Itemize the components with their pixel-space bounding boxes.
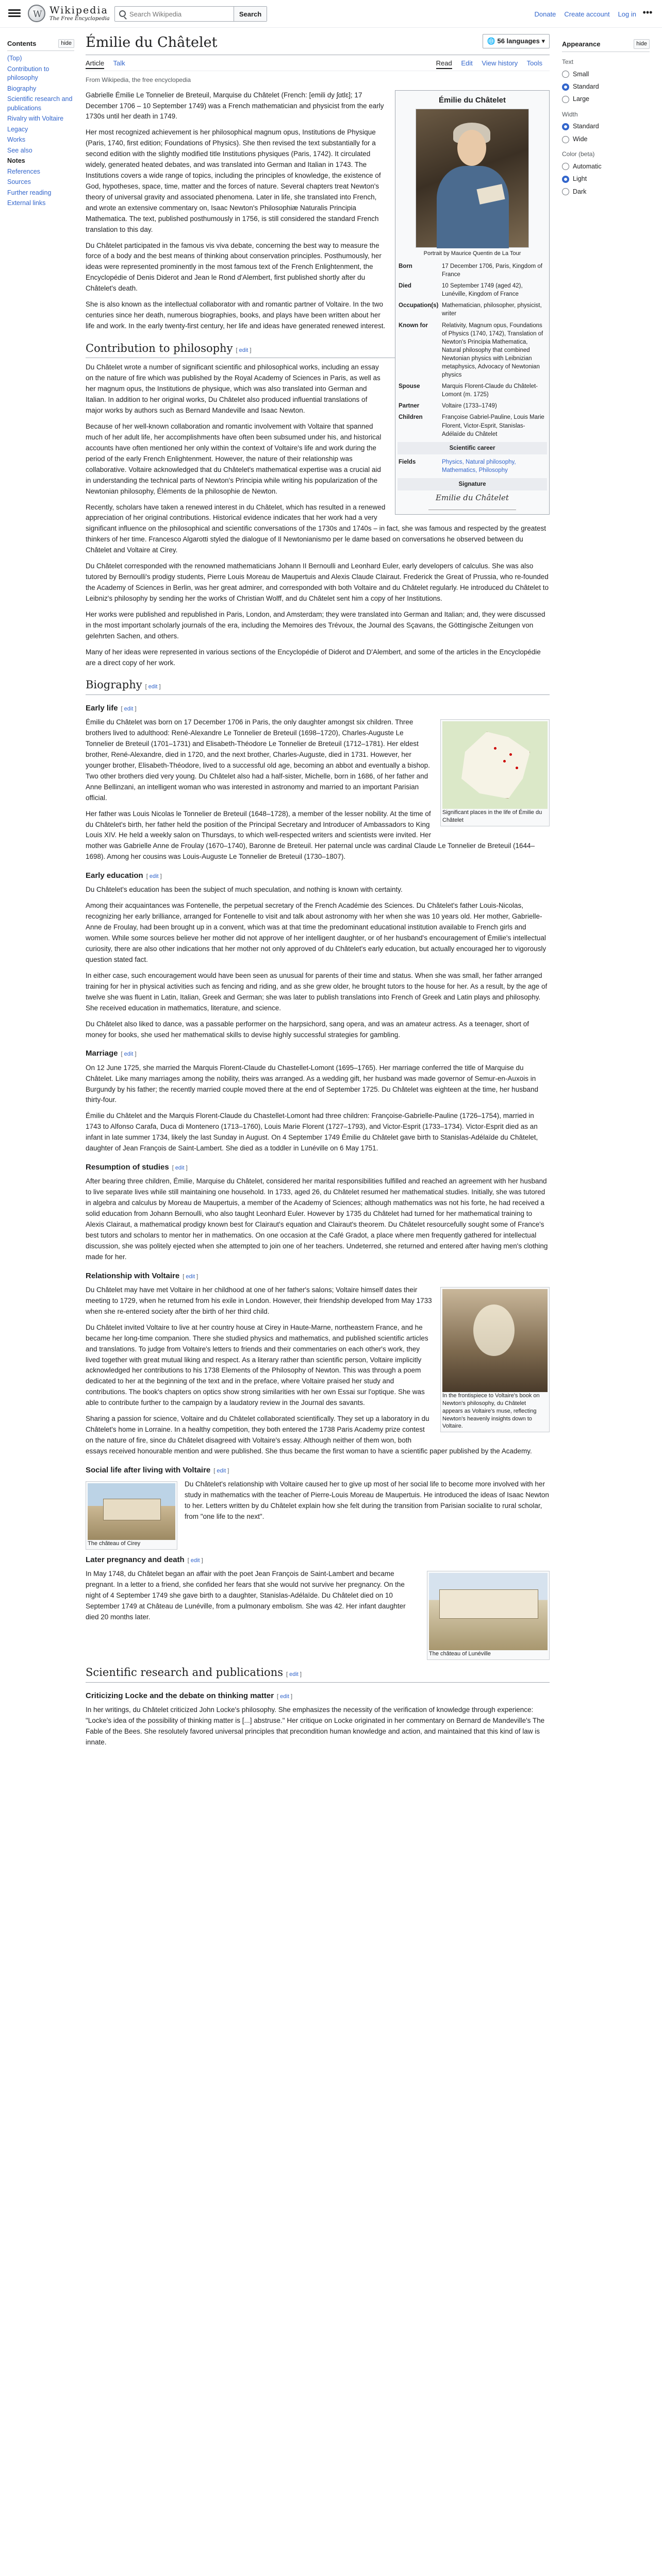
luneville-image[interactable] bbox=[429, 1573, 548, 1650]
subsection-heading-pregnancy: Later pregnancy and death [ edit ] bbox=[86, 1555, 203, 1564]
color-option-label: Automatic bbox=[573, 162, 602, 170]
edit-section-link[interactable]: edit bbox=[124, 1051, 134, 1058]
tab-talk[interactable]: Talk bbox=[113, 59, 125, 67]
section-title: Biography bbox=[86, 679, 142, 691]
tab-edit[interactable]: Edit bbox=[461, 59, 473, 67]
search-box bbox=[114, 6, 267, 22]
map-figure bbox=[440, 719, 550, 826]
infobox-row-fields bbox=[398, 456, 547, 476]
edit-section-link[interactable]: edit bbox=[175, 1165, 185, 1172]
frontispiece-caption: In the frontispiece to Voltaire's book on Newton's philosophy, du Châtelet appears as Voltaire's muse, reflecting Newton's heavenly insights down to Voltaire. bbox=[442, 1392, 540, 1430]
infobox-label: Children bbox=[399, 414, 423, 421]
infobox-row bbox=[398, 400, 547, 412]
subsection-title: Marriage bbox=[86, 1049, 118, 1058]
paragraph: Because of her well-known collaboration and romantic involvement with Voltaire that spanned much of her adult life, her accomplishments have often been subsumed under his, and historical accounts have often mentioned her only within the context of Voltaire's life and work during the period of the early French Enlightenment. However, the nature of their relationship was collaborative. Voltaire acknowledged that du Châtelet's mathematical expertise was a crucial aid in understanding the technical parts of Newton's Principia while writing his popularization of the Newtonian philosophy, Éléments de la philosophie de Newton. bbox=[86, 422, 382, 495]
paragraph: On 12 June 1725, she married the Marquis Florent-Claude du Chastellet-Lomont (1695–1765). Her marriage conferred the title of Marquise du Châtelet. Like many marriages among the nobility, theirs was arranged. As a wedding gift, her husband was made governor of Semur-en-Auxois in Burgundy by his father; the recently married couple moved there at the end of September 1725. Du Châtelet was eighteen at the time, her husband thirty-four. bbox=[86, 1063, 539, 1104]
paragraph: Du Châtelet's education has been the subject of much speculation, and nothing is known with certainty. bbox=[86, 886, 403, 894]
paragraph: In her writings, du Châtelet criticized John Locke's philosophy. She emphasizes the necessity of the verification of knowledge through experience: "Locke's idea of the possibility of thinking matter is [...] abstruse." Her critique on Locke originated in her commentary on Bernard de Mandeville's The Fable of the Bees. She resolutely favored universal principles that precondition human knowledge and action, and maintained that this kind of law is innate. bbox=[86, 1705, 545, 1746]
width-option[interactable] bbox=[562, 122, 650, 131]
paragraph: Du Châtelet also liked to dance, was a passable performer on the harpsichord, sang opera, and was an amateur actress. As a teenager, short of money for books, she used her mathematical skills to devise highly successful strategies for gambling. bbox=[86, 1020, 529, 1039]
color-option[interactable] bbox=[562, 162, 650, 172]
toc-item[interactable]: (Top) bbox=[7, 55, 22, 62]
search-input[interactable] bbox=[115, 7, 234, 21]
donate-link[interactable]: Donate bbox=[534, 10, 556, 18]
languages-label: 56 languages bbox=[497, 37, 540, 45]
paragraph: Du Châtelet wrote a number of significant scientific and philosophical works, including an essay on the nature of fire which was published by the Royal Academy of Sciences in Paris, as well as her magnum opus, the Institutions de physique, which was also translated into German and Italian. In addition to her original works, Du Châtelet also produced influential translations of major works by authors such as Bernard Mandeville and Isaac Newton. bbox=[86, 363, 380, 415]
luneville-caption: The château of Lunéville bbox=[429, 1651, 491, 1657]
radio-icon[interactable] bbox=[562, 176, 569, 183]
toc-item[interactable]: References bbox=[7, 167, 40, 175]
appearance-title: Appearance bbox=[562, 40, 601, 48]
color-option[interactable] bbox=[562, 187, 650, 197]
paragraph: Her works were published and republished in Paris, London, and Amsterdam; they were translated into German and Italian; and, they were discussed in the most important scholarly journals of the era, including the Memoires des Trévoux, the Journal des Sçavans, the Göttingische Zeitungen von gelehrten Sachen, and others. bbox=[86, 610, 545, 640]
toc-item[interactable]: External links bbox=[7, 199, 46, 207]
paragraph: Sharing a passion for science, Voltaire and du Châtelet collaborated scientifically. They set up a laboratory in du Châtelet's home in Lorraine. In a healthy competition, they both entered the 1738 Paris Academy prize contest on the nature of fire, since du Châtelet disagreed with Voltaire's essay. Although neither of them won, both essays received honourable mention and were published. She thus became the first woman to have a scientific paper published by the Academy. bbox=[86, 1415, 532, 1455]
paragraph: Her father was Louis Nicolas le Tonnelier de Breteuil (1648–1728), a member of the lesser nobility. At the time of du Châtelet's birth, her father held the position of the Principal Secretary and Introducer of Ambassadors to King Louis XIV. He held a weekly salon on Thursdays, to which well-respected writers and scientists were invited. Her mother was Gabrielle Anne de Froulay (1670–1740), Baronne de Breteuil. Her paternal uncle was cardinal Claude Le Tonnelier de Breteuil (1644–1698). Among her cousins was Louis-Auguste Le Tonnelier de Breteuil (1730–1807). bbox=[86, 809, 535, 861]
login-link[interactable]: Log in bbox=[618, 10, 636, 18]
tagline: The Free Encyclopedia bbox=[49, 15, 110, 22]
edit-section-link[interactable]: edit bbox=[239, 347, 249, 353]
toc-item[interactable]: Contribution to philosophy bbox=[7, 65, 49, 82]
infobox-row bbox=[398, 300, 547, 319]
edit-section-link[interactable]: edit bbox=[217, 1467, 226, 1474]
map-caption: Significant places in the life of Émilie du Châtelet bbox=[442, 809, 542, 824]
infobox-row bbox=[398, 261, 547, 280]
subsection-title: Resumption of studies bbox=[86, 1163, 169, 1172]
infobox-row bbox=[398, 320, 547, 381]
paragraph: Du Châtelet invited Voltaire to live at her country house at Cirey in Haute-Marne, northeastern France, and he became her long-time companion. There she studied physics and mathematics, and published scientific articles and translations. To judge from Voltaire's letters to friends and their commentaries on each other's work, they lived together with great mutual liking and respect. As a literary rather than scientific person, Voltaire implicitly acknowledged her contributions to his 1738 Elements of the Philosophy of Newton. This was through a poem dedicated to her at the beginning of the text and in the preface, where Voltaire praised her study and contributions. The book's chapters on optics show strong similarities with her own Essai sur l'optique. She was able to contribute further to the campaign by a laudatory review in the Journal des savants. bbox=[86, 1323, 428, 1407]
toc-title: Contents bbox=[7, 40, 37, 47]
section-heading-biography: Biography [ edit ] bbox=[86, 676, 550, 695]
paragraph: Among their acquaintances was Fontenelle, the perpetual secretary of the French Académie des Sciences. Du Châtelet's father Louis-Nicolas, recognizing her early brilliance, arranged for Fontenelle to visit and talk about astronomy with her when she was 10 years old. Her mother, Gabrielle-Anne de Froulay, had been brought up in a convent, which was at that time the predominant educational institution available to French girls and women. While some sources believe her mother did not approve of her intelligent daughter, or of her husband's encouragement of Émilie's intellectual curiosity, there are also other indications that her mother not only approved of du Châtelet's early education, but actually encouraged her to vigorously question stated fact. bbox=[86, 902, 547, 964]
toc-item[interactable]: Rivalry with Voltaire bbox=[7, 115, 64, 123]
wikipedia-logo[interactable] bbox=[28, 5, 110, 22]
text-size-heading: Text bbox=[562, 58, 574, 66]
toc-item[interactable]: Further reading bbox=[7, 189, 52, 196]
cirey-image[interactable] bbox=[88, 1483, 175, 1540]
paragraph: After bearing three children, Émilie, Marquise du Châtelet, considered her marital responsibilities fulfilled and reached an agreement with her husband to live separate lives while still maintaining one household. In 1733, aged 26, du Châtelet resumed her mathematical studies. Initially, she was tutored in algebra and calculus by Moreau de Maupertuis, a member of the Academy of Sciences; although mathematics was not his forte, he had received a solid education from Johann Bernoulli, who also taught Leonhard Euler. However by 1735 du Châtelet had turned for her mathematical training to Alexis Clairaut, a mathematical prodigy known best for Clairaut's equation and Clairaut's theorem. Du Châtelet resourcefully sought some of France's best tutors and scholars to mentor her in mathematics. On one occasion at the Café Gradot, a place where men frequently gathered for intellectual discussion, she was politely ejected when she attempted to join one of her teachers. Undeterred, she returned and entered after having men's clothing made for her. bbox=[86, 1177, 548, 1261]
tab-view-history[interactable]: View history bbox=[482, 59, 518, 67]
infobox-value: Voltaire (1733–1749) bbox=[442, 403, 497, 410]
text-size-option[interactable] bbox=[562, 70, 650, 79]
subsection-title: Criticizing Locke and the debate on thinking matter bbox=[86, 1691, 274, 1700]
frontispiece-image[interactable] bbox=[442, 1289, 548, 1392]
toc-header bbox=[7, 39, 74, 51]
page-tabs bbox=[86, 58, 550, 71]
subsection-title: Later pregnancy and death bbox=[86, 1555, 185, 1564]
globe-icon bbox=[28, 5, 45, 22]
search-icon bbox=[119, 10, 126, 17]
infobox bbox=[395, 90, 550, 515]
radio-icon[interactable] bbox=[562, 71, 569, 78]
personal-tools bbox=[534, 9, 636, 20]
radio-icon[interactable] bbox=[562, 163, 569, 170]
lead-paragraph: She is also known as the intellectual collaborator with and romantic partner of Voltaire. In the two centuries since her death, numerous biographies, books, and plays have been written about her life and work. In the early twenty-first century, her life and ideas have generated renewed interest. bbox=[86, 300, 386, 330]
radio-icon[interactable] bbox=[562, 123, 569, 130]
text-size-option[interactable] bbox=[562, 94, 650, 104]
width-heading: Width bbox=[562, 110, 578, 118]
wordmark: Wikipedia bbox=[49, 5, 108, 16]
infobox-label: Known for bbox=[399, 322, 428, 329]
paragraph: In either case, such encouragement would have been seen as unusual for parents of their time and status. When she was small, her father arranged training for her in physical activities such as fencing and riding, and as she grew older, he brought tutors to the house for her. As a result, by the age of twelve she was fluent in Latin, Italian, Greek and German; she was later to publish translations into French of Greek and Latin plays and philosophy. She received education in mathematics, literature, and science. bbox=[86, 971, 548, 1012]
toc-item[interactable]: Legacy bbox=[7, 125, 28, 133]
text-size-option-label: Small bbox=[573, 70, 589, 78]
cirey-caption: The château of Cirey bbox=[88, 1540, 141, 1547]
infobox-label: Fields bbox=[399, 459, 416, 465]
site-sub: From Wikipedia, the free encyclopedia bbox=[86, 76, 191, 83]
edit-section-link[interactable]: edit bbox=[190, 1557, 200, 1564]
infobox-signature-head: Signature bbox=[398, 478, 547, 490]
section-title: Contribution to philosophy bbox=[86, 342, 233, 354]
create-account-link[interactable]: Create account bbox=[564, 10, 610, 18]
infobox-label: Partner bbox=[399, 403, 420, 410]
edit-section-link[interactable]: edit bbox=[124, 706, 134, 712]
color-option[interactable] bbox=[562, 174, 650, 184]
subsection-heading-voltaire: Relationship with Voltaire [ edit ] bbox=[86, 1271, 198, 1280]
radio-icon[interactable] bbox=[562, 136, 569, 143]
paragraph: Recently, scholars have taken a renewed interest in du Châtelet, which has resulted in a renewed appreciation of her original contributions. Historical evidence indicates that her work had a very significant influence on the philosophical and scientific conversations of the 1730s and 1740s – in fact, she was famous and respected by the greatest thinkers of her time. Francesco Algarotti styled the dialogue of Il Newtonianismo per le dame based on conversations he observed between du Châtelet and Voltaire at Cirey. bbox=[86, 503, 547, 554]
text-size-option[interactable] bbox=[562, 82, 650, 92]
color-option-label: Dark bbox=[573, 188, 587, 195]
section-heading-contribution: Contribution to philosophy [ edit ] bbox=[86, 340, 550, 359]
luneville-figure bbox=[427, 1571, 550, 1660]
width-option[interactable] bbox=[562, 134, 650, 144]
radio-icon[interactable] bbox=[562, 96, 569, 103]
page-title: Émilie du Châtelet bbox=[86, 30, 550, 55]
section-title: Scientific research and publications bbox=[86, 1666, 283, 1679]
radio-icon[interactable] bbox=[562, 188, 569, 195]
appearance-header bbox=[562, 39, 650, 52]
subsection-title: Early education bbox=[86, 871, 143, 880]
infobox-value: Marquis Florent-Claude du Châtelet-Lomont (m. 1725) bbox=[442, 383, 538, 398]
text-size-option-label: Large bbox=[573, 95, 589, 103]
signature-image: Emilie du Châtelet bbox=[428, 493, 516, 510]
infobox-career-head: Scientific career bbox=[398, 442, 547, 454]
subsection-heading-social-life: Social life after living with Voltaire [ edit ] bbox=[86, 1465, 229, 1475]
tab-tools[interactable]: Tools bbox=[526, 59, 542, 67]
appearance-hide-button[interactable]: hide bbox=[634, 39, 650, 49]
paragraph: Many of her ideas were represented in various sections of the Encyclopédie of Diderot and D'Alembert, and some of the articles in the Encyclopédie are a direct copy of her work. bbox=[86, 648, 541, 667]
paragraph: Du Châtelet may have met Voltaire in her childhood at one of her father's salons; Voltaire himself dates their meeting to 1729, when he returned from his exile in London. However, their friendship developed from May 1733 when she re-entered society after the birth of her third child. bbox=[86, 1285, 432, 1315]
infobox-value: Relativity, Magnum opus, Foundations of Physics (1740, 1742), Translation of Newton's Principia Mathematica, Natural philosophy that combined Newtonian physics with Leibnizian metaphysics, Advocacy of Newtonian physics bbox=[442, 322, 543, 379]
color-option-label: Light bbox=[573, 175, 587, 183]
infobox-label: Born bbox=[399, 263, 412, 269]
france-map-image[interactable] bbox=[442, 721, 548, 809]
subsection-heading-early-life: Early life [ edit ] bbox=[86, 704, 137, 713]
toc-item[interactable]: Works bbox=[7, 136, 26, 144]
infobox-title: Émilie du Châtelet bbox=[438, 95, 506, 105]
subsection-heading-locke: Criticizing Locke and the debate on thinking matter [ edit ] bbox=[86, 1691, 293, 1700]
infobox-row bbox=[398, 381, 547, 400]
subsection-heading-marriage: Marriage [ edit ] bbox=[86, 1049, 137, 1058]
subsection-title: Relationship with Voltaire bbox=[86, 1271, 180, 1280]
radio-icon[interactable] bbox=[562, 83, 569, 91]
appearance-panel bbox=[562, 39, 650, 199]
subsection-title: Early life bbox=[86, 704, 118, 713]
cirey-figure bbox=[86, 1481, 177, 1550]
lead-paragraph: Du Châtelet participated in the famous vis viva debate, concerning the best way to measure the force of a body and the best means of thinking about conservation principles. Posthumously, her ideas were represented prominently in the most famous text of the French Enlightenment, the Encyclopédie of Denis Diderot and Jean le Rond d'Alembert, first published shortly after du Châtelet's death. bbox=[86, 241, 382, 293]
site-header bbox=[0, 0, 662, 28]
infobox-value: Mathematician, philosopher, physicist, writer bbox=[442, 302, 542, 317]
lead-paragraph: Her most recognized achievement is her philosophical magnum opus, Institutions de Physique (Paris, 1740, first edition; Foundations of Physics). She then revised the text substantially for a second edition with the slightly modified title Institutions physiques (Paris, 1742). It circulated widely, generated heated debates, and was translated into German and Italian in 1743. The Institutions covers a wide range of topics, including the principles of knowledge, the existence of God, hypotheses, space, time, matter and the forces of nature. Several chapters treat Newton's theory of universal gravity and associated phenomena. Later in life, she translated into French, and wrote an extensive commentary on, Isaac Newton's Philosophiæ Naturalis Principia Mathematica. The text, published posthumously in 1756, is still considered the standard French translation to this day. bbox=[86, 128, 381, 233]
infobox-row bbox=[398, 412, 547, 439]
infobox-label: Died bbox=[399, 283, 411, 290]
toc-item[interactable]: See also bbox=[7, 146, 32, 154]
paragraph: Émilie du Châtelet was born on 17 December 1706 in Paris, the only daughter amongst six children. Three brothers lived to adulthood: René-Alexandre Le Tonnelier de Breteuil (1698–1720), Charles-Auguste Le Tonnelier de Breteuil (1701–1731) and Elisabeth-Théodore Le Tonnelier de Breteuil (1712–1781). Her eldest brother, René-Alexandre, died in 1720, and the next brother, Charles-Auguste, died in 1731. However, her younger brother, Elisabeth-Théodore, lived to a successful old age, becoming an abbot and eventually a bishop. Two other brothers died very young. Du Châtelet also had a half-sister, Michelle, born in 1686, of her father and Anne Bellinzani, an intelligent woman who was interested in astronomy and married to an important Parisian official. bbox=[86, 718, 430, 802]
text-size-option-label: Standard bbox=[573, 83, 599, 91]
portrait-image[interactable] bbox=[416, 109, 529, 248]
infobox-value: 17 December 1706, Paris, Kingdom of France bbox=[442, 263, 542, 278]
more-options-icon[interactable]: ••• bbox=[642, 7, 653, 18]
toc-item[interactable]: Scientific research and publications bbox=[7, 95, 73, 112]
paragraph: In May 1748, du Châtelet began an affair with the poet Jean François de Saint-Lambert and became pregnant. In a letter to a friend, she confided her fears that she would not survive her pregnancy. On the night of 4 September 1749 she gave birth to a daughter, Stanislas-Adélaïde. Du Châtelet died on 10 September 1749 at Château de Lunéville, from a pulmonary embolism. She was 42. Her infant daughter died 20 months later. bbox=[86, 1570, 406, 1621]
tab-article[interactable]: Article bbox=[86, 59, 104, 69]
infobox-value[interactable]: Physics, Natural philosophy, Mathematics, Philosophy bbox=[442, 459, 516, 473]
infobox-row bbox=[398, 280, 547, 300]
toc-item[interactable]: Notes bbox=[7, 157, 25, 165]
color-heading: Color (beta) bbox=[562, 150, 595, 158]
toc-item[interactable]: Sources bbox=[7, 178, 31, 186]
frontispiece-figure bbox=[440, 1287, 550, 1432]
infobox-value: Françoise Gabriel-Pauline, Louis Marie Florent, Victor-Esprit, Stanislas-Adélaïde du Châtelet bbox=[442, 414, 544, 437]
edit-section-link[interactable]: edit bbox=[289, 1671, 299, 1677]
edit-section-link[interactable]: edit bbox=[280, 1693, 289, 1700]
infobox-label: Occupation(s) bbox=[399, 302, 439, 309]
lead-paragraph: Gabrielle Émilie Le Tonnelier de Breteuil, Marquise du Châtelet (French: [emili dy ʃɑtlɛ]; 17 December 1706 – 10 September 1749) was a French mathematician and physicist from the early 1730s until her death in 1749. bbox=[86, 91, 384, 121]
edit-section-link[interactable]: edit bbox=[186, 1273, 195, 1280]
subsection-title: Social life after living with Voltaire bbox=[86, 1465, 211, 1475]
width-option-label: Wide bbox=[573, 135, 588, 143]
section-heading-scientific: Scientific research and publications [ edit ] bbox=[86, 1664, 550, 1683]
subsection-heading-early-education: Early education [ edit ] bbox=[86, 871, 162, 880]
paragraph: Du Châtelet's relationship with Voltaire caused her to give up most of her social life to become more involved with her study in mathematics with the teacher of Pierre-Louis Moreau de Maupertuis. He introduced the ideas of Isaac Newton to her. Letters written by du Châtelet explain how she felt during the transition from Parisian socialite to rural scholar, from "one life to the next". bbox=[185, 1480, 549, 1520]
paragraph: Du Châtelet corresponded with the renowned mathematicians Johann II Bernoulli and Leonhard Euler, early developers of calculus. She was also tutored by Bernoulli's prodigy students, Pierre Louis Moreau de Maupertuis and Alexis Claude Clairaut. Frederick the Great of Prussia, who re-founded the Academy of Sciences in Berlin, was her great admirer, and corresponded with both Voltaire and du Châtelet regularly. He introduced du Châtelet to Leibniz's philosophy by sending her the works of Christian Wolff, and du Châtelet sent him a copy of her Institutions. bbox=[86, 562, 549, 602]
edit-section-link[interactable]: edit bbox=[148, 684, 158, 690]
width-option-label: Standard bbox=[573, 123, 599, 130]
infobox-value: 10 September 1749 (aged 42), Lunéville, Kingdom of France bbox=[442, 283, 523, 298]
subsection-heading-resumption: Resumption of studies [ edit ] bbox=[86, 1163, 188, 1172]
table-of-contents bbox=[7, 39, 74, 210]
article-body bbox=[86, 90, 550, 1748]
main-content bbox=[86, 30, 550, 1753]
main-menu-icon[interactable] bbox=[8, 8, 21, 20]
tab-read[interactable]: Read bbox=[436, 59, 452, 69]
toc-hide-button[interactable]: hide bbox=[58, 39, 74, 48]
search-button[interactable]: Search bbox=[234, 7, 267, 21]
infobox-label: Spouse bbox=[399, 383, 420, 390]
toc-item[interactable]: Biography bbox=[7, 84, 37, 92]
languages-button[interactable]: 🌐 56 languages ▾ bbox=[483, 34, 550, 48]
paragraph: Émilie du Châtelet and the Marquis Florent-Claude du Chastellet-Lomont had three children: Françoise-Gabrielle-Pauline (1726–1754), married in 1743 to Alfonso Carafa, Duca di Montenero (1713–1760), Louis Marie Florent (1727–1793), and Victor-Esprit (1733–1734). Victor-Esprit died as an infant in late summer 1734, likely the last Sunday in August. On 4 September 1749 Émilie du Châtelet gave birth to Stanislas-Adélaïde du Châtelet, daughter of Jean François de Saint-Lambert. She died as a toddler in Lunéville on 6 May 1751. bbox=[86, 1112, 538, 1153]
infobox-caption: Portrait by Maurice Quentin de La Tour bbox=[423, 250, 521, 257]
edit-section-link[interactable]: edit bbox=[149, 873, 159, 880]
